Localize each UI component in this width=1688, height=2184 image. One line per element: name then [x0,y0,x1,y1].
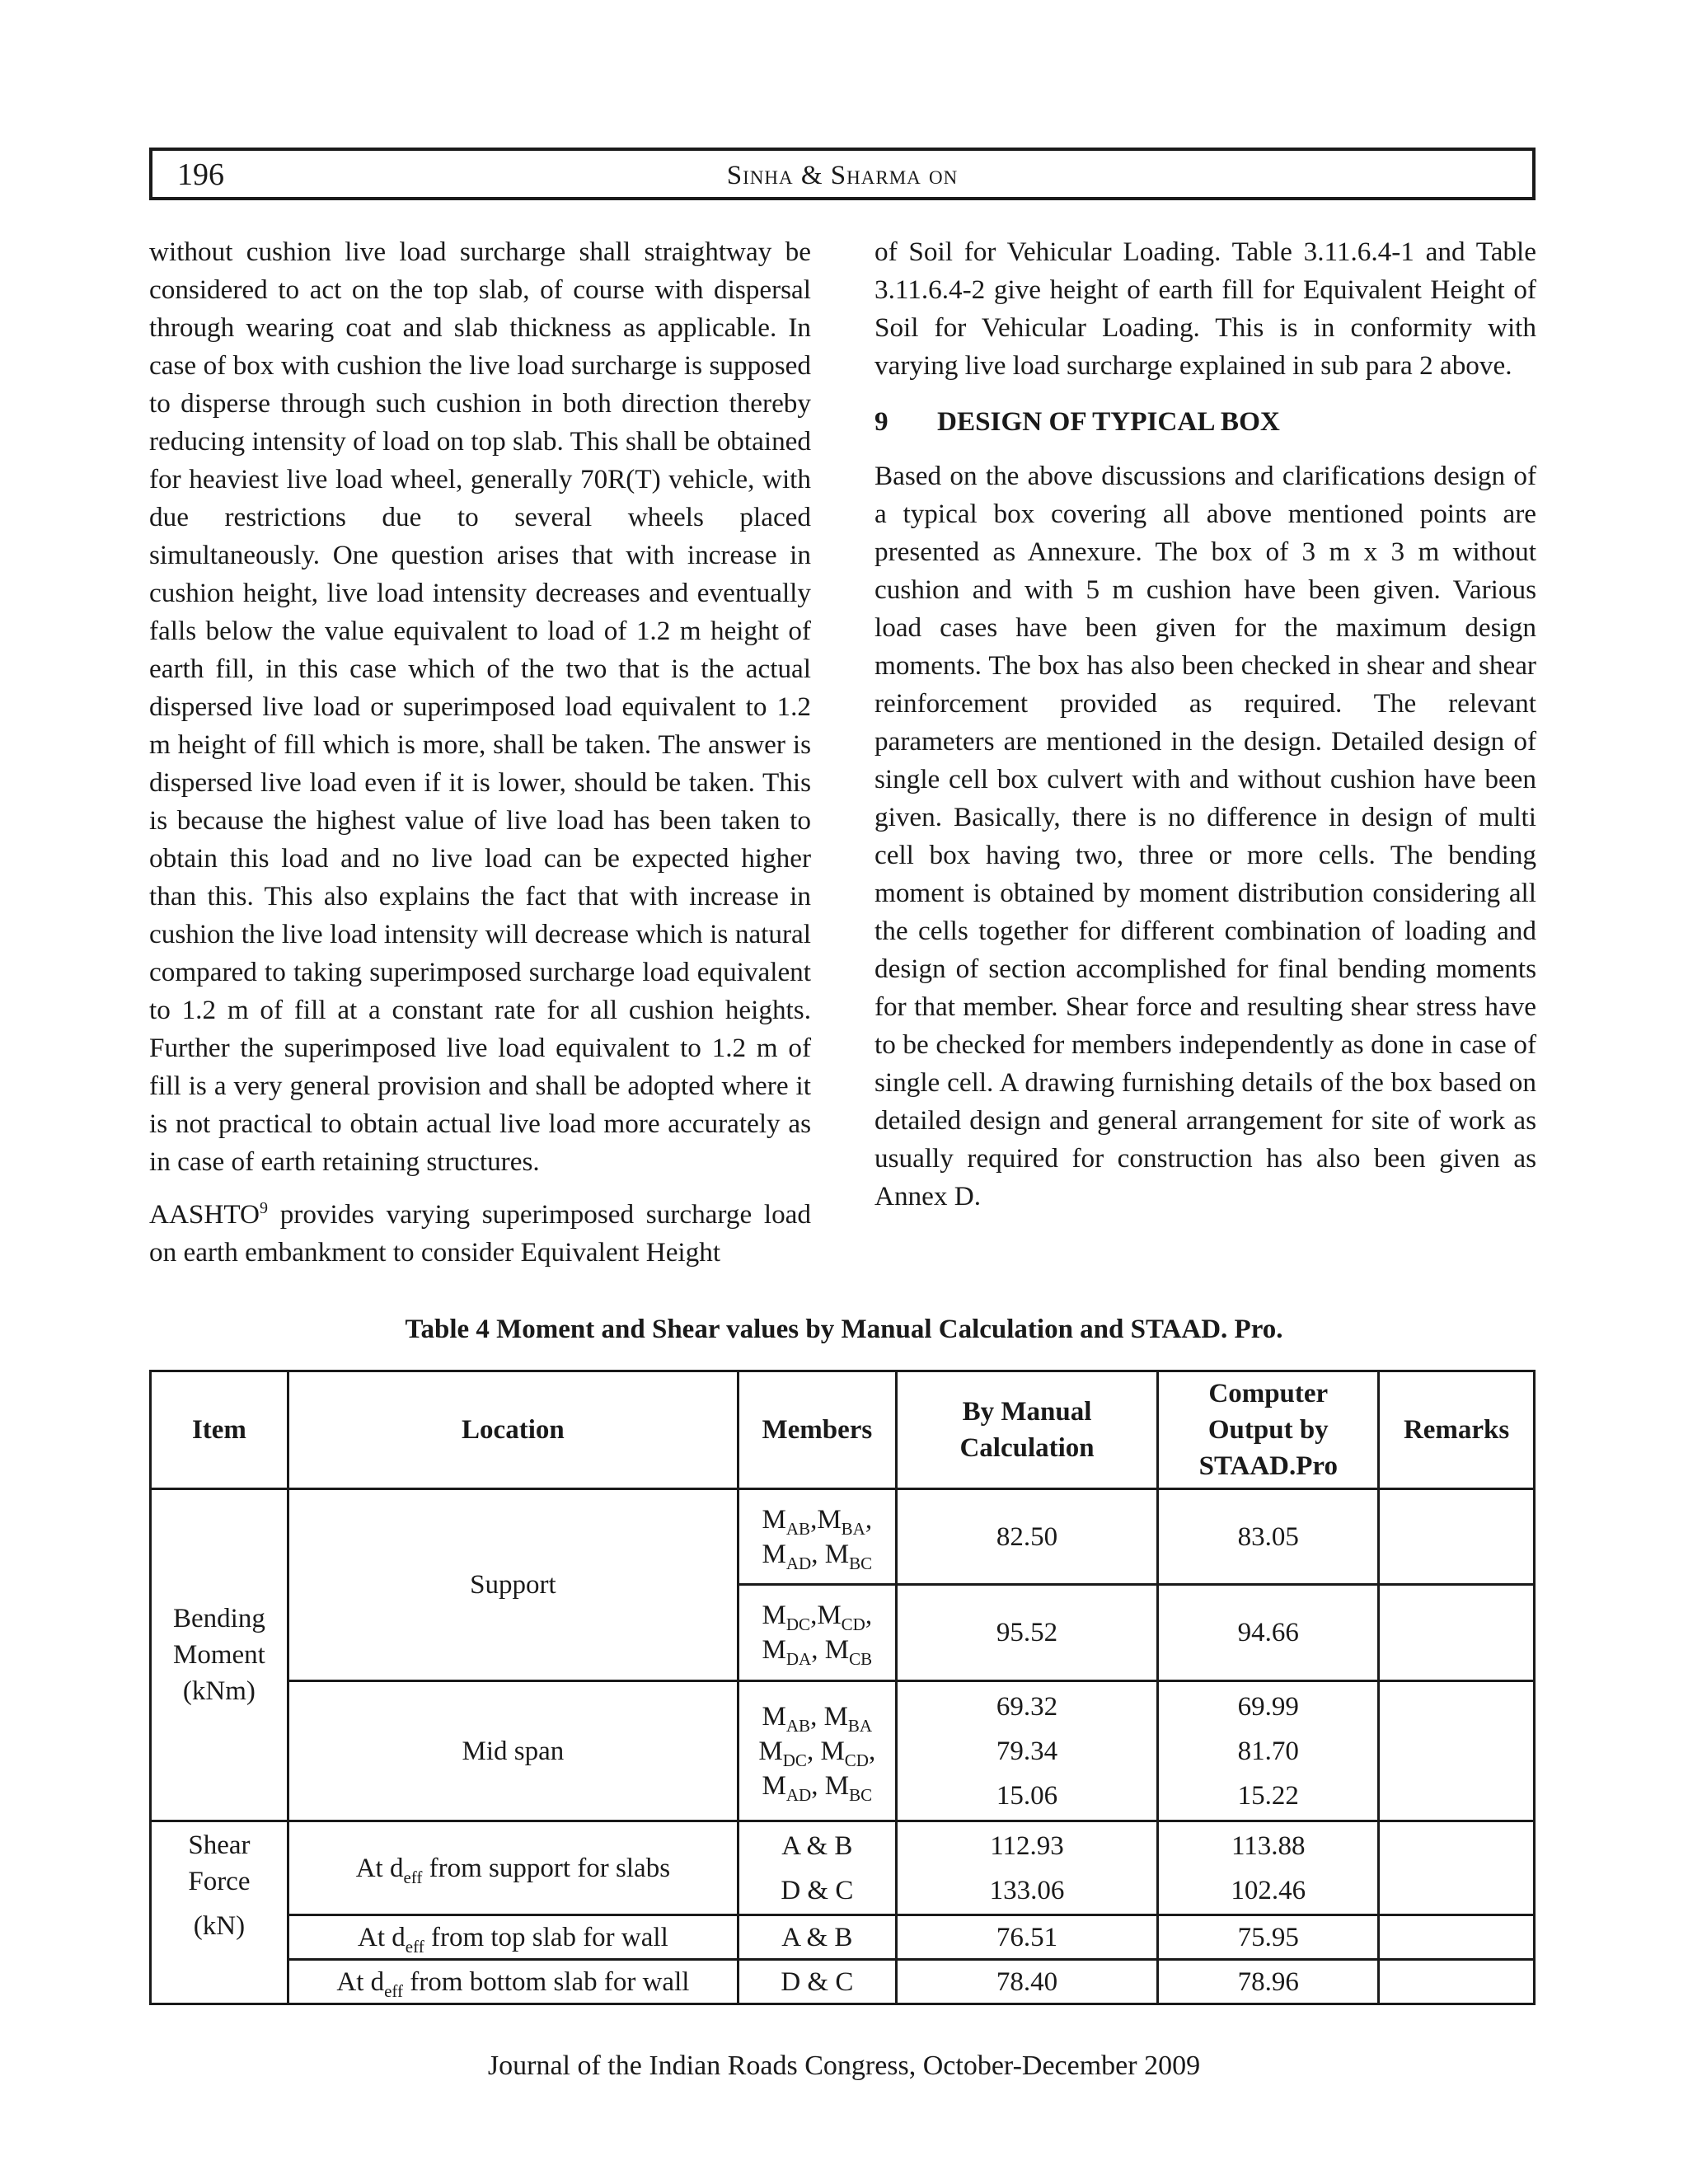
section-heading [874,403,1536,441]
manual-value: 82.50 [896,1489,1158,1585]
shear-location-top-wall: At $d_{eff}$ from top slab for wall [288,1915,738,1960]
left-paragraph-2: AASHTO$^9$ provides varying superimposed surcharge load on earth embankment to consider Equivalent Height [149,1199,811,1268]
right-paragraph-2: Based on the above discussions and clarifications design of a typical box covering all above mentioned points are presented as Annexure. The box of 3 m x 3 m without cushion and with 5 m cushion have been given. Various load cases have been given for the maximum design moments. The box has also been checked in shear and shear reinforcement provided as required. The relevant parameters are mentioned in the design. Detailed design of single cell box culvert with and without cushion have been given. Basically, there is no difference in design of multi cell box having two, three or more cells. The bending moment is obtained by moment distribution considering all the cells together for different combination of loading and design of section accomplished for final bending moments for that member. Shear force and resulting shear stress have to be checked for members independently as done in case of single cell. A drawing furnishing details of the box based on detailed design and general arrangement for site of work as usually required for construction has also been given as Annex D. [874,461,1536,1212]
computer-value: 75.95 [1158,1915,1379,1960]
table-caption: Table 4 Moment and Shear values by Manual Calculation and STAAD. Pro. [405,1315,1283,1344]
header-location: Location [288,1371,738,1489]
left-column [149,233,811,1272]
journal-footer: Journal of the Indian Roads Congress, October-December 2009 [487,2050,1201,2081]
section-number: 9 [874,406,889,437]
computer-value: 69.99 [1237,1691,1299,1722]
remarks-cell [1379,1821,1535,1915]
manual-values-stack [896,1821,1158,1915]
remarks-cell [1379,1915,1535,1960]
manual-value: 78.40 [896,1960,1158,2004]
computer-value: 102.46 [1231,1875,1306,1905]
header-manual: By Manual Calculation [896,1371,1158,1489]
members-cell: A & B [738,1915,896,1960]
bending-item-cell: Bending Moment (kNm) [151,1489,288,1821]
computer-value: 83.05 [1158,1489,1379,1585]
header-members: Members [738,1371,896,1489]
header-item: Item [151,1371,288,1489]
section-title: DESIGN OF TYPICAL BOX [937,406,1280,437]
left-paragraph-1: without cushion live load surcharge shall straightway be considered to act on the top slab, of course with dispersal through wearing coat and slab thickness as applicable. In case of box with cushion the live load surcharge is supposed to disperse through such cushion in both direction thereby reducing intensity of load on top slab. This shall be obtained for heaviest live load wheel, generally 70R(T) vehicle, with due restrictions due to several wheels placed simultaneously. One question arises that with increase in cushion height, live load intensity decreases and eventually falls below the value equivalent to load of 1.2 m height of earth fill, in this case which of the two that is the actual dispersed live load or superimposed load equivalent to 1.2 m height of fill which is more, shall be taken. The answer is dispersed live load even if it is lower, should be taken. This is because the highest value of live load has been taken to obtain this load and no live load can be expected higher than this. This also explains the fact that with increase in cushion the live load intensity will decrease which is natural compared to taking superimposed surcharge load equivalent to 1.2 m of fill at a constant rate for all cushion heights. Further the superimposed live load equivalent to 1.2 m of fill is a very general provision and shall be adopted where it is not practical to obtain actual live load more accurately as in case of earth retaining structures. [149,237,811,1177]
table-row [151,1960,1535,2004]
computer-values-stack [1158,1821,1379,1915]
shear-item-cell: Shear Force (kN) [151,1821,288,2004]
right-paragraph-1: of Soil for Vehicular Loading. Table 3.11.6.4-1 and Table 3.11.6.4-2 give height of earth fill for Equivalent Height of Soil for Vehicular Loading. This is in conformity with varying live load surcharge explained in sub para 2 above. [874,237,1536,381]
computer-values-stack [1158,1681,1379,1821]
computer-value: 113.88 [1231,1830,1306,1861]
shear-location-bottom-wall: At $d_{eff}$ from bottom slab for wall [288,1960,738,2004]
manual-value: 69.32 [996,1691,1058,1722]
support-location-cell: Support [288,1489,738,1681]
members-cell: $M_{AB},M_{BA}$, $M_{AD}$, $M_{BC}$ [738,1489,896,1585]
manual-value: 15.06 [996,1780,1058,1811]
members-cell: D & C [738,1960,896,2004]
manual-value: 79.34 [996,1736,1058,1766]
manual-value: 95.52 [896,1585,1158,1681]
remarks-cell [1379,1681,1535,1821]
manual-value: 76.51 [896,1915,1158,1960]
running-header [149,148,1536,200]
manual-value: 112.93 [990,1830,1064,1861]
remarks-cell [1379,1585,1535,1681]
members-cell: $M_{DC},M_{CD}$, $M_{DA}$, $M_{CB}$ [738,1585,896,1681]
manual-value: 133.06 [989,1875,1065,1905]
results-table [149,1370,1536,2005]
right-column [874,233,1536,1216]
manual-values-stack [896,1681,1158,1821]
table-row [151,1915,1535,1960]
members-cell: $M_{AB}$, $M_{BA}$ $M_{DC}$, $M_{CD}$, $M_{AD}$, $M_{BC}$ [738,1681,896,1821]
table-row [151,1821,1535,1915]
remarks-cell [1379,1960,1535,2004]
midspan-location-cell: Mid span [288,1681,738,1821]
table-row [151,1681,1535,1821]
header-computer: Computer Output by STAAD.Pro [1158,1371,1379,1489]
members-cell: A & B D & C [738,1821,896,1915]
shear-location-slabs: At $d_{eff}$ from support for slabs [288,1821,738,1915]
page-number: 196 [177,157,224,192]
table-row [151,1489,1535,1585]
computer-value: 78.96 [1158,1960,1379,2004]
computer-value: 81.70 [1237,1736,1299,1766]
computer-value: 94.66 [1158,1585,1379,1681]
header-remarks: Remarks [1379,1371,1535,1489]
running-head-title: Sinha & Sharma on [726,161,959,190]
computer-value: 15.22 [1237,1780,1299,1811]
remarks-cell [1379,1489,1535,1585]
table-header-row [151,1371,1535,1489]
